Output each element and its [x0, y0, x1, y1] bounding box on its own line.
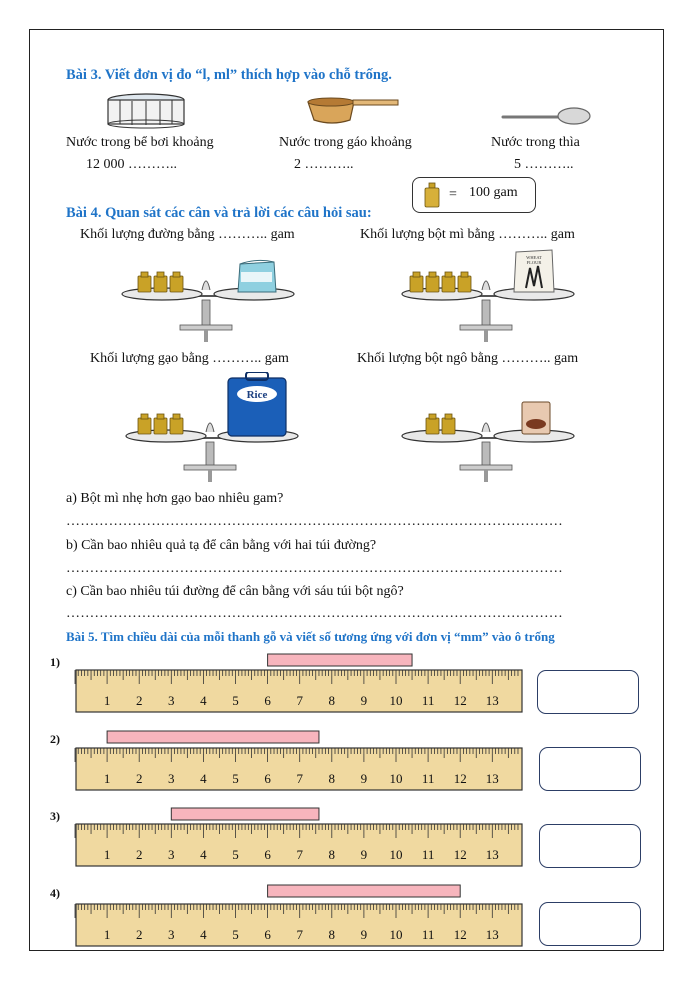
ruler-number: 1 — [103, 771, 111, 786]
ruler-number: 10 — [389, 927, 403, 942]
ruler-number: 11 — [421, 847, 435, 862]
ruler-number: 3 — [168, 693, 175, 708]
ruler-number: 2 — [135, 847, 143, 862]
question-c: c) Cần bao nhiêu túi đường để cân bằng với sáu túi bột ngô? — [66, 584, 404, 599]
bai5-title: Bài 5. Tìm chiều dài của mỗi thanh gỗ và viết số tương ứng với đơn vị “mm” vào ô trống — [66, 629, 555, 644]
answer-box-1[interactable] — [537, 670, 639, 714]
bai3-item-1-value: 12 000 ……….. — [86, 157, 177, 172]
question-b: b) Cần bao nhiêu quả tạ để cân bằng với hai túi đường? — [66, 538, 377, 553]
ruler-number: 13 — [485, 847, 499, 862]
rice-weight-label: Khối lượng gạo bằng ……….. gam — [90, 351, 289, 366]
ruler-number: 11 — [421, 771, 435, 786]
wooden-bar-2 — [107, 731, 319, 743]
ruler-number: 5 — [232, 771, 239, 786]
ruler-number: 12 — [453, 927, 467, 942]
ruler-number: 9 — [360, 847, 368, 862]
bai3-item-2-label: Nước trong gáo khoảng — [279, 135, 412, 150]
ruler-number: 2 — [135, 927, 143, 942]
flour-label-2: FLOUR — [526, 260, 542, 265]
ruler-number: 13 — [485, 693, 499, 708]
ruler-number: 8 — [328, 771, 336, 786]
ruler-number: 1 — [103, 927, 111, 942]
sugar-weight-label: Khối lượng đường bằng ……….. gam — [80, 227, 295, 242]
ruler-number: 1 — [103, 693, 111, 708]
ruler-number: 12 — [453, 693, 467, 708]
bai3-item-1-label: Nước trong bể bơi khoảng — [66, 135, 214, 150]
ruler-number: 8 — [328, 847, 336, 862]
ruler-number: 3 — [168, 927, 175, 942]
corn-flour-weight-label: Khối lượng bột ngô bằng ……….. gam — [357, 351, 579, 366]
answer-box-4[interactable] — [539, 902, 641, 946]
answer-box-3[interactable] — [539, 824, 641, 868]
bar-label-4: 4) — [50, 886, 60, 900]
bai3-item-2-value: 2 ……….. — [294, 157, 354, 172]
ruler-number: 2 — [135, 771, 143, 786]
ruler-number: 13 — [485, 771, 499, 786]
ruler-number: 4 — [200, 693, 207, 708]
ruler-number: 10 — [389, 771, 403, 786]
rice-label: Rice — [246, 389, 268, 401]
answer-line-b[interactable]: …………………………………………………………………………………………… — [66, 561, 563, 576]
ruler-number: 4 — [200, 927, 207, 942]
ruler-number: 1 — [103, 847, 111, 862]
ruler-number: 10 — [389, 693, 403, 708]
ruler-number: 9 — [360, 771, 368, 786]
ruler-number: 9 — [360, 693, 368, 708]
question-a: a) Bột mì nhẹ hơn gạo bao nhiêu gam? — [66, 491, 284, 506]
ruler-number: 6 — [264, 771, 271, 786]
bai3-item-3-label: Nước trong thìa — [491, 135, 580, 150]
ruler-number: 4 — [200, 847, 207, 862]
ruler-number: 2 — [135, 693, 143, 708]
flour-label-1: WHEAT — [526, 255, 542, 260]
ruler-number: 7 — [296, 927, 303, 942]
bar-label-3: 3) — [50, 809, 60, 823]
bar-label-2: 2) — [50, 732, 60, 746]
wooden-bar-1 — [268, 654, 412, 666]
ruler-number: 7 — [296, 771, 303, 786]
legend-equals: = — [449, 187, 457, 202]
ruler-number: 11 — [421, 927, 435, 942]
ruler-number: 7 — [296, 693, 303, 708]
ruler-number: 6 — [264, 693, 271, 708]
ruler-number: 4 — [200, 771, 207, 786]
bai4-title: Bài 4. Quan sát các cân và trả lời các câu hỏi sau: — [66, 205, 372, 221]
ruler-number: 11 — [421, 693, 435, 708]
ruler-number: 8 — [328, 693, 336, 708]
ruler-number: 12 — [453, 771, 467, 786]
bai3-item-3-value: 5 ……….. — [514, 157, 574, 172]
ruler-number: 7 — [296, 847, 303, 862]
ruler-number: 6 — [264, 847, 271, 862]
bai3-title: Bài 3. Viết đơn vị đo “l, ml” thích hợp vào chỗ trống. — [66, 67, 392, 83]
ruler-number: 6 — [264, 927, 271, 942]
bar-label-1: 1) — [50, 655, 60, 669]
ruler-number: 12 — [453, 847, 467, 862]
ruler-number: 5 — [232, 847, 239, 862]
ruler-number: 9 — [360, 927, 368, 942]
ruler-number: 3 — [168, 847, 175, 862]
ruler-number: 13 — [485, 927, 499, 942]
wooden-bar-3 — [171, 808, 319, 820]
answer-line-a[interactable]: …………………………………………………………………………………………… — [66, 514, 563, 529]
wooden-bar-4 — [268, 885, 461, 897]
ruler-number: 5 — [232, 927, 239, 942]
ruler-number: 3 — [168, 771, 175, 786]
answer-box-2[interactable] — [539, 747, 641, 791]
legend-value: 100 gam — [469, 185, 518, 200]
ruler-number: 5 — [232, 693, 239, 708]
answer-line-c[interactable]: …………………………………………………………………………………………… — [66, 606, 563, 621]
ruler-number: 8 — [328, 927, 336, 942]
flour-weight-label: Khối lượng bột mì bằng ……….. gam — [360, 227, 575, 242]
ruler-number: 10 — [389, 847, 403, 862]
